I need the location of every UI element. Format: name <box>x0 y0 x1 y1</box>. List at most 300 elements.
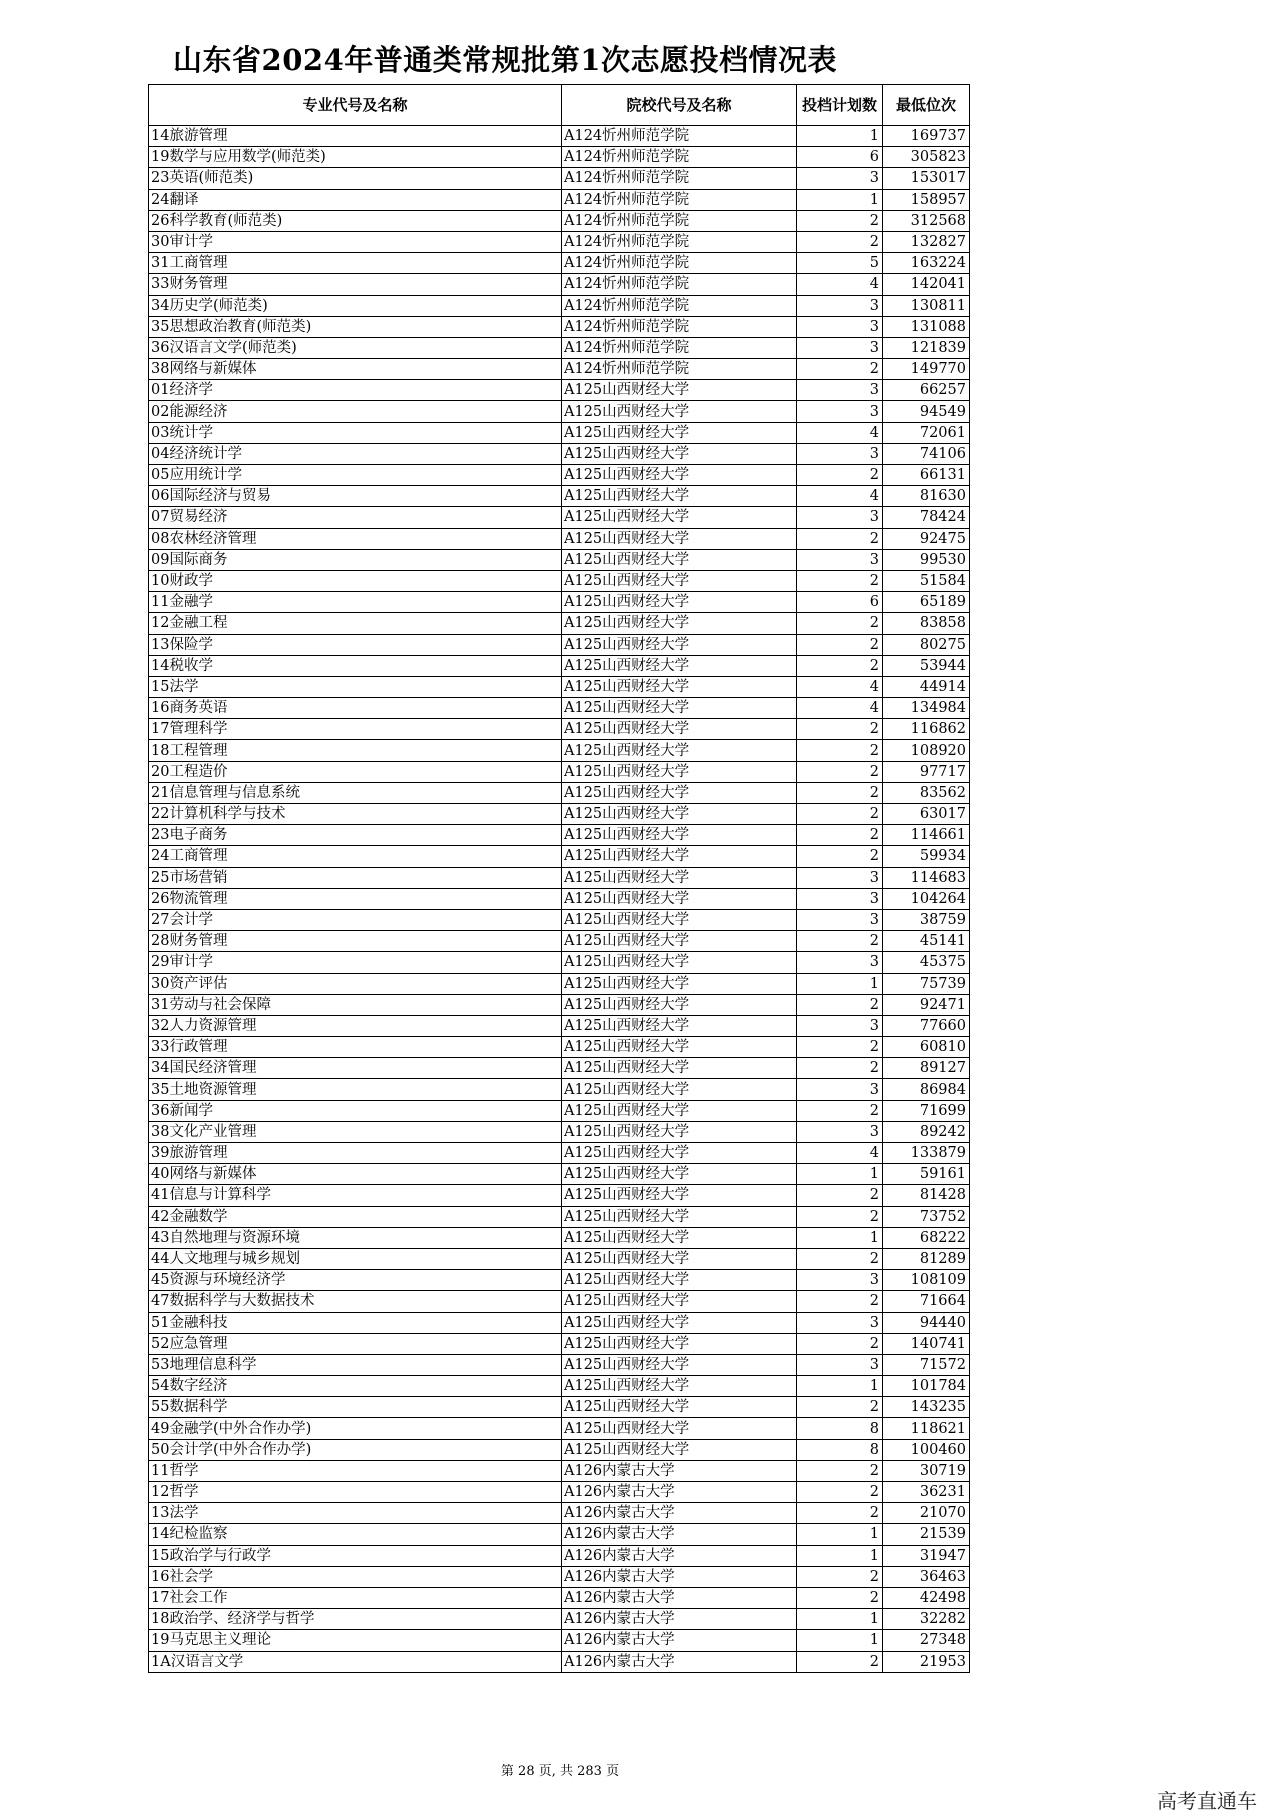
table-row <box>149 380 970 401</box>
min-rank-cell: 71664 <box>883 1291 970 1312</box>
min-rank-cell: 81428 <box>883 1185 970 1206</box>
min-rank-cell: 78424 <box>883 507 970 528</box>
major-cell: 09国际商务 <box>149 549 562 570</box>
major-cell: 51金融科技 <box>149 1312 562 1333</box>
school-cell: A125山西财经大学 <box>562 1418 797 1439</box>
plan-count-cell: 3 <box>797 1015 883 1036</box>
major-cell: 03统计学 <box>149 422 562 443</box>
min-rank-cell: 121839 <box>883 337 970 358</box>
table-row <box>149 740 970 761</box>
major-cell: 41信息与计算科学 <box>149 1185 562 1206</box>
plan-count-cell: 3 <box>797 1270 883 1291</box>
school-cell: A124忻州师范学院 <box>562 359 797 380</box>
plan-count-cell: 3 <box>797 337 883 358</box>
table-row <box>149 676 970 697</box>
table-row <box>149 528 970 549</box>
table-row <box>149 761 970 782</box>
table-row <box>149 804 970 825</box>
plan-count-cell: 3 <box>797 507 883 528</box>
major-cell: 24翻译 <box>149 189 562 210</box>
major-cell: 01经济学 <box>149 380 562 401</box>
table-row <box>149 994 970 1015</box>
plan-count-cell: 3 <box>797 909 883 930</box>
min-rank-cell: 101784 <box>883 1376 970 1397</box>
plan-count-cell: 2 <box>797 465 883 486</box>
major-cell: 34历史学(师范类) <box>149 295 562 316</box>
table-row <box>149 1609 970 1630</box>
plan-count-cell: 3 <box>797 867 883 888</box>
plan-count-cell: 4 <box>797 676 883 697</box>
min-rank-cell: 68222 <box>883 1227 970 1248</box>
major-cell: 02能源经济 <box>149 401 562 422</box>
table-body <box>149 126 970 1673</box>
plan-count-cell: 6 <box>797 147 883 168</box>
major-cell: 12哲学 <box>149 1482 562 1503</box>
major-cell: 13保险学 <box>149 634 562 655</box>
school-cell: A125山西财经大学 <box>562 1079 797 1100</box>
min-rank-cell: 114683 <box>883 867 970 888</box>
min-rank-cell: 38759 <box>883 909 970 930</box>
major-cell: 11哲学 <box>149 1460 562 1481</box>
plan-count-cell: 1 <box>797 1524 883 1545</box>
min-rank-cell: 169737 <box>883 126 970 147</box>
plan-count-cell: 1 <box>797 1630 883 1651</box>
min-rank-cell: 51584 <box>883 570 970 591</box>
school-cell: A125山西财经大学 <box>562 1248 797 1269</box>
school-cell: A124忻州师范学院 <box>562 168 797 189</box>
plan-count-cell: 1 <box>797 1376 883 1397</box>
plan-count-cell: 2 <box>797 1460 883 1481</box>
school-cell: A125山西财经大学 <box>562 719 797 740</box>
table-row <box>149 931 970 952</box>
major-cell: 18工程管理 <box>149 740 562 761</box>
min-rank-cell: 108920 <box>883 740 970 761</box>
major-cell: 10财政学 <box>149 570 562 591</box>
plan-count-cell: 2 <box>797 740 883 761</box>
min-rank-cell: 74106 <box>883 443 970 464</box>
plan-count-cell: 3 <box>797 1312 883 1333</box>
min-rank-cell: 100460 <box>883 1439 970 1460</box>
school-cell: A125山西财经大学 <box>562 698 797 719</box>
major-cell: 38文化产业管理 <box>149 1121 562 1142</box>
table-row <box>149 634 970 655</box>
major-cell: 23英语(师范类) <box>149 168 562 189</box>
major-cell: 14纪检监察 <box>149 1524 562 1545</box>
major-cell: 06国际经济与贸易 <box>149 486 562 507</box>
min-rank-cell: 80275 <box>883 634 970 655</box>
school-cell: A124忻州师范学院 <box>562 337 797 358</box>
table-row <box>149 274 970 295</box>
header-major: 专业代号及名称 <box>149 85 562 126</box>
plan-count-cell: 2 <box>797 804 883 825</box>
plan-count-cell: 2 <box>797 1651 883 1672</box>
plan-count-cell: 3 <box>797 168 883 189</box>
min-rank-cell: 21539 <box>883 1524 970 1545</box>
school-cell: A125山西财经大学 <box>562 1143 797 1164</box>
table-row <box>149 359 970 380</box>
table-row <box>149 210 970 231</box>
min-rank-cell: 94549 <box>883 401 970 422</box>
min-rank-cell: 81630 <box>883 486 970 507</box>
min-rank-cell: 63017 <box>883 804 970 825</box>
table-row <box>149 1164 970 1185</box>
school-cell: A125山西财经大学 <box>562 931 797 952</box>
major-cell: 17社会工作 <box>149 1587 562 1608</box>
min-rank-cell: 134984 <box>883 698 970 719</box>
school-cell: A124忻州师范学院 <box>562 231 797 252</box>
min-rank-cell: 53944 <box>883 655 970 676</box>
table-row <box>149 825 970 846</box>
plan-count-cell: 2 <box>797 1397 883 1418</box>
min-rank-cell: 130811 <box>883 295 970 316</box>
min-rank-cell: 131088 <box>883 316 970 337</box>
plan-count-cell: 2 <box>797 210 883 231</box>
school-cell: A126内蒙古大学 <box>562 1566 797 1587</box>
min-rank-cell: 140741 <box>883 1333 970 1354</box>
major-cell: 14税收学 <box>149 655 562 676</box>
plan-count-cell: 3 <box>797 1354 883 1375</box>
school-cell: A125山西财经大学 <box>562 994 797 1015</box>
table-row <box>149 168 970 189</box>
min-rank-cell: 92471 <box>883 994 970 1015</box>
major-cell: 36汉语言文学(师范类) <box>149 337 562 358</box>
table-row <box>149 1312 970 1333</box>
school-cell: A126内蒙古大学 <box>562 1482 797 1503</box>
min-rank-cell: 66131 <box>883 465 970 486</box>
table-row <box>149 655 970 676</box>
table-row <box>149 1206 970 1227</box>
table-row <box>149 1291 970 1312</box>
major-cell: 1A汉语言文学 <box>149 1651 562 1672</box>
table-row <box>149 1079 970 1100</box>
table-row <box>149 1227 970 1248</box>
table-row <box>149 549 970 570</box>
min-rank-cell: 21070 <box>883 1503 970 1524</box>
major-cell: 21信息管理与信息系统 <box>149 782 562 803</box>
plan-count-cell: 2 <box>797 1291 883 1312</box>
plan-count-cell: 1 <box>797 1164 883 1185</box>
min-rank-cell: 66257 <box>883 380 970 401</box>
plan-count-cell: 4 <box>797 422 883 443</box>
school-cell: A126内蒙古大学 <box>562 1609 797 1630</box>
plan-count-cell: 2 <box>797 1333 883 1354</box>
school-cell: A125山西财经大学 <box>562 825 797 846</box>
table-row <box>149 1651 970 1672</box>
min-rank-cell: 27348 <box>883 1630 970 1651</box>
page-title: 山东省2024年普通类常规批第1次志愿投档情况表 <box>173 43 837 77</box>
school-cell: A125山西财经大学 <box>562 486 797 507</box>
school-cell: A125山西财经大学 <box>562 1100 797 1121</box>
plan-count-cell: 3 <box>797 1121 883 1142</box>
table-row <box>149 486 970 507</box>
plan-count-cell: 2 <box>797 994 883 1015</box>
min-rank-cell: 97717 <box>883 761 970 782</box>
min-rank-cell: 81289 <box>883 1248 970 1269</box>
table-row <box>149 1248 970 1269</box>
major-cell: 12金融工程 <box>149 613 562 634</box>
school-cell: A125山西财经大学 <box>562 443 797 464</box>
table-row <box>149 1376 970 1397</box>
school-cell: A125山西财经大学 <box>562 507 797 528</box>
plan-count-cell: 2 <box>797 1206 883 1227</box>
school-cell: A125山西财经大学 <box>562 740 797 761</box>
major-cell: 20工程造价 <box>149 761 562 782</box>
plan-count-cell: 2 <box>797 931 883 952</box>
major-cell: 27会计学 <box>149 909 562 930</box>
major-cell: 49金融学(中外合作办学) <box>149 1418 562 1439</box>
plan-count-cell: 2 <box>797 570 883 591</box>
major-cell: 19马克思主义理论 <box>149 1630 562 1651</box>
table-row <box>149 189 970 210</box>
major-cell: 28财务管理 <box>149 931 562 952</box>
school-cell: A125山西财经大学 <box>562 1333 797 1354</box>
min-rank-cell: 73752 <box>883 1206 970 1227</box>
school-cell: A124忻州师范学院 <box>562 295 797 316</box>
major-cell: 36新闻学 <box>149 1100 562 1121</box>
table-row <box>149 401 970 422</box>
min-rank-cell: 132827 <box>883 231 970 252</box>
school-cell: A125山西财经大学 <box>562 1439 797 1460</box>
major-cell: 54数字经济 <box>149 1376 562 1397</box>
school-cell: A126内蒙古大学 <box>562 1545 797 1566</box>
plan-count-cell: 2 <box>797 846 883 867</box>
min-rank-cell: 65189 <box>883 592 970 613</box>
page-footer: 第 28 页, 共 283 页 <box>500 1764 620 1779</box>
table-row <box>149 613 970 634</box>
min-rank-cell: 312568 <box>883 210 970 231</box>
table-row <box>149 1566 970 1587</box>
min-rank-cell: 30719 <box>883 1460 970 1481</box>
school-cell: A125山西财经大学 <box>562 1037 797 1058</box>
plan-count-cell: 2 <box>797 634 883 655</box>
major-cell: 15政治学与行政学 <box>149 1545 562 1566</box>
school-cell: A124忻州师范学院 <box>562 210 797 231</box>
watermark: 高考直通车 <box>1157 1789 1257 1813</box>
major-cell: 55数据科学 <box>149 1397 562 1418</box>
school-cell: A124忻州师范学院 <box>562 147 797 168</box>
school-cell: A126内蒙古大学 <box>562 1460 797 1481</box>
major-cell: 35思想政治教育(师范类) <box>149 316 562 337</box>
school-cell: A125山西财经大学 <box>562 909 797 930</box>
plan-count-cell: 1 <box>797 1545 883 1566</box>
school-cell: A126内蒙古大学 <box>562 1651 797 1672</box>
major-cell: 26科学教育(师范类) <box>149 210 562 231</box>
header-plan-count: 投档计划数 <box>797 85 883 126</box>
plan-count-cell: 1 <box>797 189 883 210</box>
school-cell: A125山西财经大学 <box>562 1270 797 1291</box>
school-cell: A125山西财经大学 <box>562 634 797 655</box>
plan-count-cell: 4 <box>797 486 883 507</box>
table-row <box>149 1333 970 1354</box>
table-row <box>149 1058 970 1079</box>
school-cell: A126内蒙古大学 <box>562 1587 797 1608</box>
plan-count-cell: 2 <box>797 1100 883 1121</box>
plan-count-cell: 3 <box>797 952 883 973</box>
plan-count-cell: 2 <box>797 1587 883 1608</box>
school-cell: A125山西财经大学 <box>562 422 797 443</box>
table-row <box>149 867 970 888</box>
table-row <box>149 1397 970 1418</box>
min-rank-cell: 118621 <box>883 1418 970 1439</box>
major-cell: 30资产评估 <box>149 973 562 994</box>
school-cell: A125山西财经大学 <box>562 1397 797 1418</box>
school-cell: A125山西财经大学 <box>562 1354 797 1375</box>
school-cell: A124忻州师范学院 <box>562 316 797 337</box>
major-cell: 16社会学 <box>149 1566 562 1587</box>
min-rank-cell: 305823 <box>883 147 970 168</box>
school-cell: A125山西财经大学 <box>562 549 797 570</box>
plan-count-cell: 3 <box>797 316 883 337</box>
table-row <box>149 1587 970 1608</box>
major-cell: 04经济统计学 <box>149 443 562 464</box>
min-rank-cell: 108109 <box>883 1270 970 1291</box>
major-cell: 08农林经济管理 <box>149 528 562 549</box>
table-header-row <box>149 85 970 126</box>
major-cell: 19数学与应用数学(师范类) <box>149 147 562 168</box>
school-cell: A125山西财经大学 <box>562 1185 797 1206</box>
school-cell: A125山西财经大学 <box>562 782 797 803</box>
min-rank-cell: 89127 <box>883 1058 970 1079</box>
plan-count-cell: 1 <box>797 1227 883 1248</box>
plan-count-cell: 3 <box>797 888 883 909</box>
min-rank-cell: 92475 <box>883 528 970 549</box>
table-row <box>149 1270 970 1291</box>
school-cell: A125山西财经大学 <box>562 1376 797 1397</box>
school-cell: A125山西财经大学 <box>562 952 797 973</box>
table-row <box>149 1482 970 1503</box>
table-row <box>149 1100 970 1121</box>
school-cell: A124忻州师范学院 <box>562 253 797 274</box>
school-cell: A125山西财经大学 <box>562 1015 797 1036</box>
min-rank-cell: 36463 <box>883 1566 970 1587</box>
plan-count-cell: 3 <box>797 1079 883 1100</box>
major-cell: 33财务管理 <box>149 274 562 295</box>
min-rank-cell: 60810 <box>883 1037 970 1058</box>
major-cell: 31劳动与社会保障 <box>149 994 562 1015</box>
table-row <box>149 952 970 973</box>
plan-count-cell: 1 <box>797 1609 883 1630</box>
school-cell: A125山西财经大学 <box>562 380 797 401</box>
plan-count-cell: 3 <box>797 443 883 464</box>
min-rank-cell: 114661 <box>883 825 970 846</box>
plan-count-cell: 2 <box>797 1566 883 1587</box>
min-rank-cell: 83858 <box>883 613 970 634</box>
school-cell: A125山西财经大学 <box>562 570 797 591</box>
plan-count-cell: 1 <box>797 973 883 994</box>
school-cell: A124忻州师范学院 <box>562 126 797 147</box>
plan-count-cell: 2 <box>797 359 883 380</box>
school-cell: A125山西财经大学 <box>562 1164 797 1185</box>
table-row <box>149 592 970 613</box>
school-cell: A125山西财经大学 <box>562 1121 797 1142</box>
min-rank-cell: 86984 <box>883 1079 970 1100</box>
min-rank-cell: 149770 <box>883 359 970 380</box>
school-cell: A125山西财经大学 <box>562 1227 797 1248</box>
plan-count-cell: 4 <box>797 698 883 719</box>
school-cell: A125山西财经大学 <box>562 655 797 676</box>
plan-count-cell: 2 <box>797 1037 883 1058</box>
major-cell: 24工商管理 <box>149 846 562 867</box>
plan-count-cell: 4 <box>797 274 883 295</box>
school-cell: A125山西财经大学 <box>562 465 797 486</box>
school-cell: A124忻州师范学院 <box>562 274 797 295</box>
school-cell: A124忻州师范学院 <box>562 189 797 210</box>
min-rank-cell: 71699 <box>883 1100 970 1121</box>
table-row <box>149 698 970 719</box>
header-school: 院校代号及名称 <box>562 85 797 126</box>
table-row <box>149 1185 970 1206</box>
major-cell: 38网络与新媒体 <box>149 359 562 380</box>
table-row <box>149 422 970 443</box>
major-cell: 07贸易经济 <box>149 507 562 528</box>
min-rank-cell: 36231 <box>883 1482 970 1503</box>
plan-count-cell: 6 <box>797 592 883 613</box>
table-row <box>149 909 970 930</box>
major-cell: 14旅游管理 <box>149 126 562 147</box>
admission-table <box>148 84 970 1673</box>
major-cell: 53地理信息科学 <box>149 1354 562 1375</box>
min-rank-cell: 72061 <box>883 422 970 443</box>
table-row <box>149 888 970 909</box>
major-cell: 33行政管理 <box>149 1037 562 1058</box>
plan-count-cell: 2 <box>797 231 883 252</box>
school-cell: A125山西财经大学 <box>562 1058 797 1079</box>
table-row <box>149 719 970 740</box>
table-row <box>149 1439 970 1460</box>
table-row <box>149 443 970 464</box>
major-cell: 13法学 <box>149 1503 562 1524</box>
min-rank-cell: 153017 <box>883 168 970 189</box>
min-rank-cell: 75739 <box>883 973 970 994</box>
major-cell: 34国民经济管理 <box>149 1058 562 1079</box>
major-cell: 25市场营销 <box>149 867 562 888</box>
major-cell: 05应用统计学 <box>149 465 562 486</box>
table-row <box>149 253 970 274</box>
plan-count-cell: 2 <box>797 528 883 549</box>
major-cell: 43自然地理与资源环境 <box>149 1227 562 1248</box>
plan-count-cell: 3 <box>797 295 883 316</box>
table-row <box>149 570 970 591</box>
min-rank-cell: 21953 <box>883 1651 970 1672</box>
major-cell: 11金融学 <box>149 592 562 613</box>
plan-count-cell: 3 <box>797 549 883 570</box>
min-rank-cell: 77660 <box>883 1015 970 1036</box>
major-cell: 50会计学(中外合作办学) <box>149 1439 562 1460</box>
table-row <box>149 1545 970 1566</box>
school-cell: A125山西财经大学 <box>562 867 797 888</box>
major-cell: 45资源与环境经济学 <box>149 1270 562 1291</box>
school-cell: A126内蒙古大学 <box>562 1524 797 1545</box>
min-rank-cell: 142041 <box>883 274 970 295</box>
table-row <box>149 1630 970 1651</box>
table-row <box>149 1015 970 1036</box>
school-cell: A125山西财经大学 <box>562 846 797 867</box>
major-cell: 15法学 <box>149 676 562 697</box>
plan-count-cell: 1 <box>797 126 883 147</box>
plan-count-cell: 8 <box>797 1439 883 1460</box>
plan-count-cell: 2 <box>797 1185 883 1206</box>
table-row <box>149 507 970 528</box>
major-cell: 35土地资源管理 <box>149 1079 562 1100</box>
table-row <box>149 295 970 316</box>
plan-count-cell: 2 <box>797 719 883 740</box>
school-cell: A125山西财经大学 <box>562 1312 797 1333</box>
min-rank-cell: 44914 <box>883 676 970 697</box>
min-rank-cell: 59161 <box>883 1164 970 1185</box>
major-cell: 52应急管理 <box>149 1333 562 1354</box>
school-cell: A125山西财经大学 <box>562 528 797 549</box>
major-cell: 40网络与新媒体 <box>149 1164 562 1185</box>
